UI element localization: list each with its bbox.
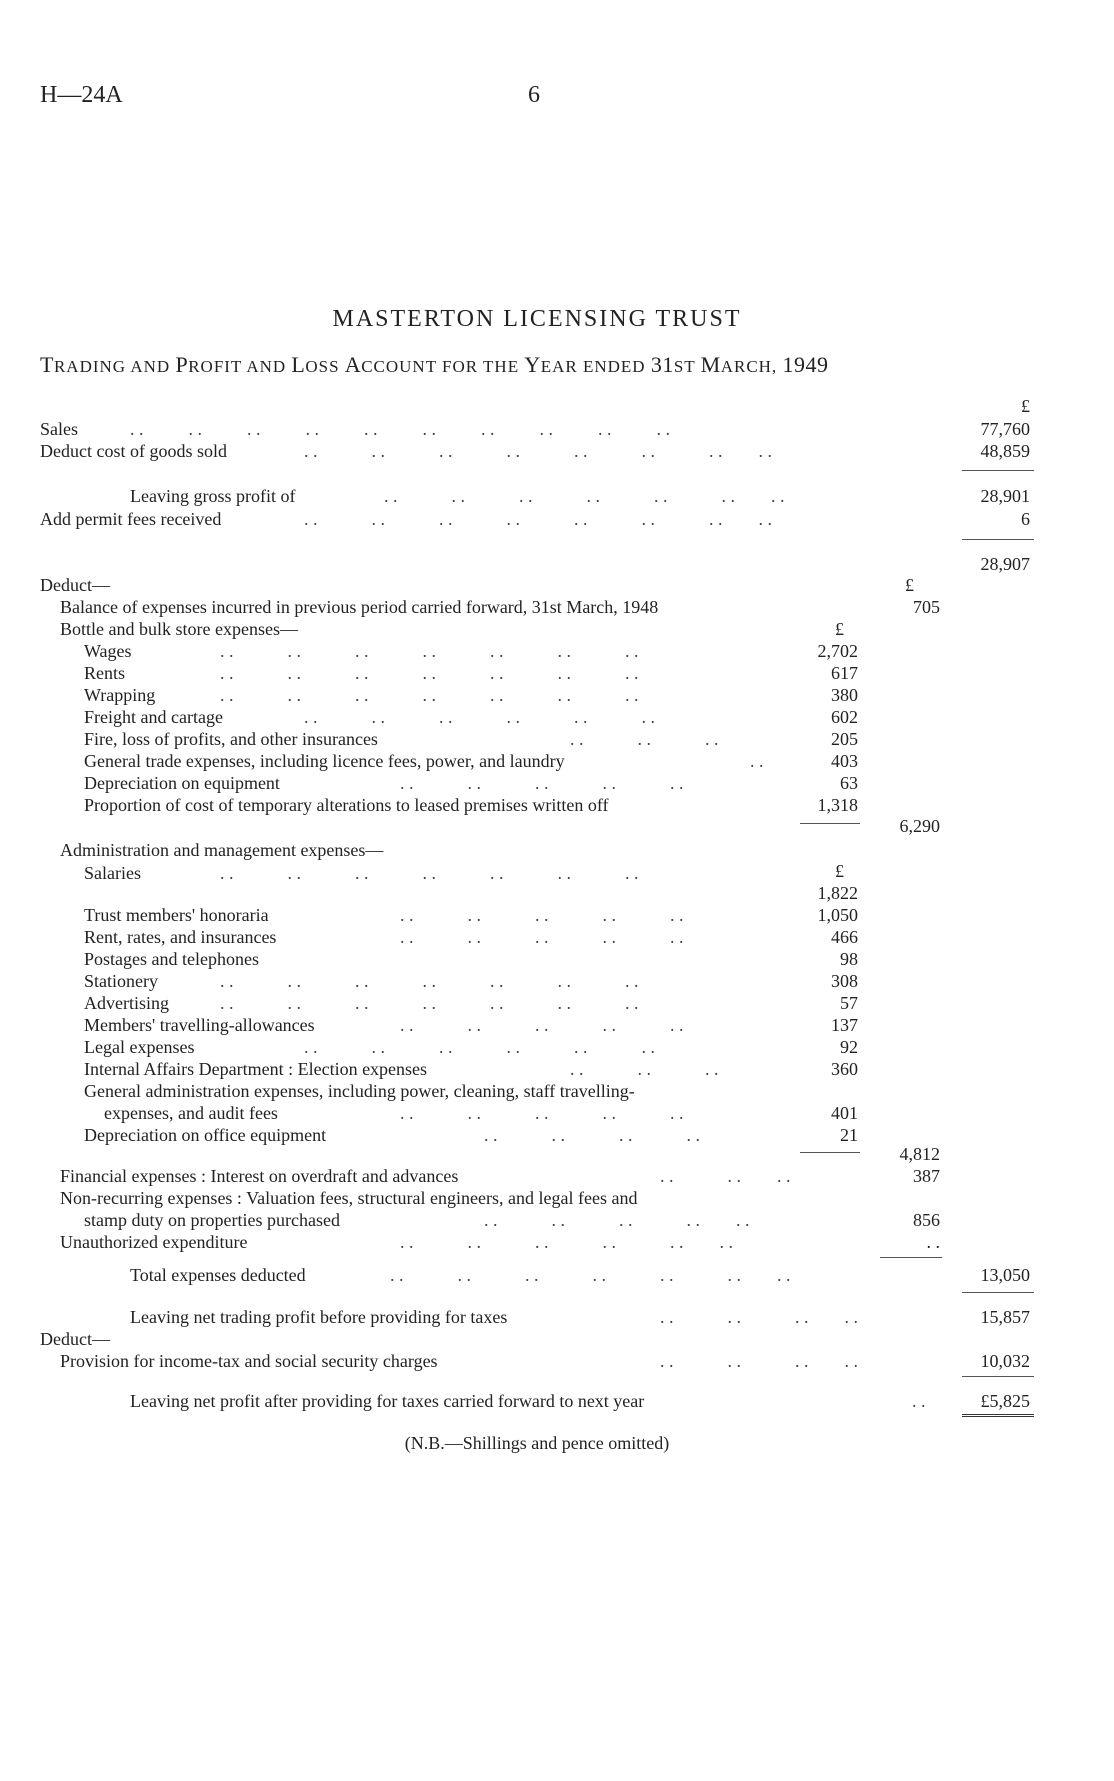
leader-dots: . . . . . . . . . . . . . . — [220, 971, 639, 991]
row-value: 21 — [840, 1125, 858, 1145]
row-value: 380 — [831, 685, 858, 705]
ledger-row — [0, 926, 1114, 948]
double-rule — [962, 1414, 1034, 1417]
leader-dots: . . . . . . . . — [484, 1125, 700, 1145]
row-label: General administration expenses, including power, cleaning, staff travelling- — [84, 1081, 635, 1101]
leader-dots: . . — [912, 1391, 926, 1411]
account-subtitle: TRADING AND PROFIT AND LOSS ACCOUNT FOR THE YEAR ENDED 31ST MARCH, 1949 — [40, 352, 829, 377]
sum-rule — [880, 1257, 942, 1258]
row-label: Fire, loss of profits, and other insurances — [84, 729, 378, 749]
ledger-row — [0, 1080, 1114, 1102]
row-label: Leaving net trading profit before providing for taxes — [130, 1307, 508, 1327]
row-label: Non-recurring expenses : Valuation fees, structural engineers, and legal fees and — [60, 1188, 638, 1208]
row-label: Proportion of cost of temporary alterations to leased premises written off — [84, 795, 609, 815]
row-label: Members' travelling-allowances — [84, 1015, 315, 1035]
row-value: 856 — [913, 1210, 940, 1230]
leader-dots: . . . . . . . . . . . . . . — [220, 993, 639, 1013]
row-value: 617 — [831, 663, 858, 683]
deduct-heading: Deduct— — [40, 575, 110, 595]
row-label: expenses, and audit fees — [104, 1103, 278, 1123]
ledger-row — [0, 1306, 1114, 1328]
ledger-row — [0, 618, 1114, 640]
currency-symbol: £ — [905, 575, 914, 595]
leader-dots: . . . . . . . . . . . . . . — [220, 641, 639, 661]
leader-dots: . . . . . . . . . . . . . . — [390, 1265, 791, 1285]
row-value: . . — [926, 1232, 940, 1252]
row-value: 98 — [840, 949, 858, 969]
leader-dots: . . . . . . . . . . — [400, 1103, 684, 1123]
row-value: 387 — [913, 1166, 940, 1186]
row-label: Depreciation on equipment — [84, 773, 280, 793]
row-label: stamp duty on properties purchased — [84, 1210, 340, 1230]
ledger-row — [0, 553, 1114, 575]
ledger-row — [0, 1102, 1114, 1124]
row-label: Depreciation on office equipment — [84, 1125, 327, 1145]
leader-dots: . . . . . . . . . . . . — [400, 1232, 733, 1252]
ledger-row — [0, 1165, 1114, 1187]
ledger-row — [0, 728, 1114, 750]
sum-rule — [962, 539, 1034, 540]
ledger-row — [0, 815, 1114, 837]
row-value: 466 — [831, 927, 858, 947]
leader-dots: . . . . . . . . — [660, 1307, 858, 1327]
row-label: Rents — [84, 663, 126, 683]
row-value: 10,032 — [980, 1351, 1030, 1371]
document-title: MASTERTON LICENSING TRUST — [332, 306, 742, 332]
currency-symbol: £ — [835, 861, 844, 881]
currency-symbol: £ — [835, 619, 844, 639]
row-label: Sales — [40, 419, 78, 439]
row-label: Salaries — [84, 863, 141, 883]
deduct-heading: Deduct— — [40, 1329, 110, 1349]
page-number: 6 — [528, 82, 540, 108]
document-reference: H—24A — [40, 82, 123, 108]
ledger-row — [0, 662, 1114, 684]
row-value: 705 — [913, 597, 940, 617]
ledger-row — [0, 508, 1114, 530]
net-profit-value: £5,825 — [980, 1391, 1030, 1411]
currency-heading: £ — [1021, 396, 1030, 416]
ledger-row — [0, 970, 1114, 992]
ledger-row — [0, 772, 1114, 794]
leader-dots: . . . . . . . . . . . . . . — [220, 863, 639, 883]
row-value: 1,050 — [817, 905, 858, 925]
row-label: Stationery — [84, 971, 158, 991]
leader-dots: . . . . . . . . — [660, 1351, 858, 1371]
leader-dots: . . . . . . . . . . . . . . . . — [304, 441, 772, 461]
row-value: 360 — [831, 1059, 858, 1079]
ledger-row — [0, 992, 1114, 1014]
ledger-row — [0, 440, 1114, 462]
leader-dots: . . . . . . . . . . . . . . — [220, 663, 639, 683]
leader-dots: . . . . . . . . . . . . . . — [220, 685, 639, 705]
section-heading: Bottle and bulk store expenses— — [60, 619, 298, 639]
row-label: Provision for income-tax and social security charges — [60, 1351, 438, 1371]
ledger-row — [0, 706, 1114, 728]
row-label: Leaving gross profit of — [130, 486, 296, 506]
ledger-row — [0, 1264, 1114, 1286]
ledger-row — [0, 1231, 1114, 1253]
row-label: Balance of expenses incurred in previous period carried forward, 31st March, 1948 — [60, 597, 659, 617]
row-value: 308 — [831, 971, 858, 991]
row-label: Freight and cartage — [84, 707, 223, 727]
ledger-row — [0, 948, 1114, 970]
subtotal-value: 6,290 — [899, 816, 940, 836]
leader-dots: . . . . . . . . . . . . — [304, 1037, 655, 1057]
ledger-row — [0, 1058, 1114, 1080]
ledger-row — [0, 684, 1114, 706]
row-label: Leaving net profit after providing for taxes carried forward to next year — [130, 1391, 645, 1411]
row-label: General trade expenses, including licence fees, power, and laundry — [84, 751, 565, 771]
ledger-row — [0, 1187, 1114, 1209]
row-value: 28,901 — [980, 486, 1030, 506]
row-value: 15,857 — [980, 1307, 1030, 1327]
ledger-row — [0, 750, 1114, 772]
row-value: 401 — [831, 1103, 858, 1123]
footnote: (N.B.—Shillings and pence omitted) — [404, 1433, 670, 1453]
ledger-row — [0, 596, 1114, 618]
leader-dots: . . . . . . . . . . . . — [304, 707, 655, 727]
leader-dots: . . . . . . — [570, 729, 719, 749]
row-label: Total expenses deducted — [130, 1265, 306, 1285]
leader-dots: . . . . . . . . . . . . . . — [384, 486, 785, 506]
row-label: Unauthorized expenditure — [60, 1232, 248, 1252]
ledger-row — [0, 839, 1114, 861]
row-value: 205 — [831, 729, 858, 749]
row-value: 63 — [840, 773, 858, 793]
section-heading: Administration and management expenses— — [60, 840, 384, 860]
leader-dots: . . . . . . . . . . — [400, 773, 684, 793]
leader-dots: . . . . . . . . . . — [400, 927, 684, 947]
row-value: 28,907 — [980, 554, 1030, 574]
sum-rule — [962, 1376, 1034, 1377]
ledger-row — [0, 794, 1114, 816]
leader-dots: . . . . . . . . . . — [400, 905, 684, 925]
leader-dots: . . . . . . — [660, 1166, 791, 1186]
ledger-row — [0, 640, 1114, 662]
row-value: 137 — [831, 1015, 858, 1035]
row-label: Postages and telephones — [84, 949, 259, 969]
row-value: 602 — [831, 707, 858, 727]
row-value: 57 — [840, 993, 858, 1013]
row-label: Legal expenses — [84, 1037, 195, 1057]
ledger-row — [0, 904, 1114, 926]
row-value: 1,318 — [817, 795, 858, 815]
row-label: Trust members' honoraria — [84, 905, 269, 925]
ledger-row — [0, 862, 1114, 903]
ledger-row — [0, 1350, 1114, 1372]
subtotal-value: 4,812 — [899, 1144, 940, 1164]
row-value: 6 — [1021, 509, 1030, 529]
row-value: 2,702 — [817, 641, 858, 661]
ledger-row — [0, 1014, 1114, 1036]
leader-dots: . . . . . . . . . . . . . . . . — [304, 509, 772, 529]
row-label: Advertising — [84, 993, 169, 1013]
leader-dots: . . . . . . . . . . . . . . . . . . . . — [130, 419, 670, 439]
leader-dots: . . . . . . . . . . — [484, 1210, 750, 1230]
row-label: Rent, rates, and insurances — [84, 927, 277, 947]
leader-dots: . . — [750, 751, 764, 771]
ledger-row — [0, 1390, 1114, 1412]
leader-dots: . . . . . . — [570, 1059, 719, 1079]
row-value: 13,050 — [980, 1265, 1030, 1285]
ledger-row — [0, 418, 1114, 440]
ledger-row — [0, 1328, 1114, 1350]
row-label: Deduct cost of goods sold — [40, 441, 227, 461]
ledger-row — [0, 1036, 1114, 1058]
sum-rule — [962, 470, 1034, 471]
ledger-row — [0, 485, 1114, 507]
leader-dots: . . . . . . . . . . — [400, 1015, 684, 1035]
row-label: Financial expenses : Interest on overdraft and advances — [60, 1166, 459, 1186]
sum-rule — [962, 1292, 1034, 1293]
row-value: 77,760 — [980, 419, 1030, 439]
ledger-row — [0, 1209, 1114, 1231]
row-label: Internal Affairs Department : Election expenses — [84, 1059, 428, 1079]
row-value: 403 — [831, 751, 858, 771]
row-label: Add permit fees received — [40, 509, 222, 529]
ledger-row — [0, 574, 1114, 596]
row-value: 92 — [840, 1037, 858, 1057]
ledger-row — [0, 1143, 1114, 1165]
row-label: Wrapping — [84, 685, 156, 705]
row-label: Wages — [84, 641, 132, 661]
row-value: 48,859 — [980, 441, 1030, 461]
row-value: 1,822 — [817, 883, 858, 903]
